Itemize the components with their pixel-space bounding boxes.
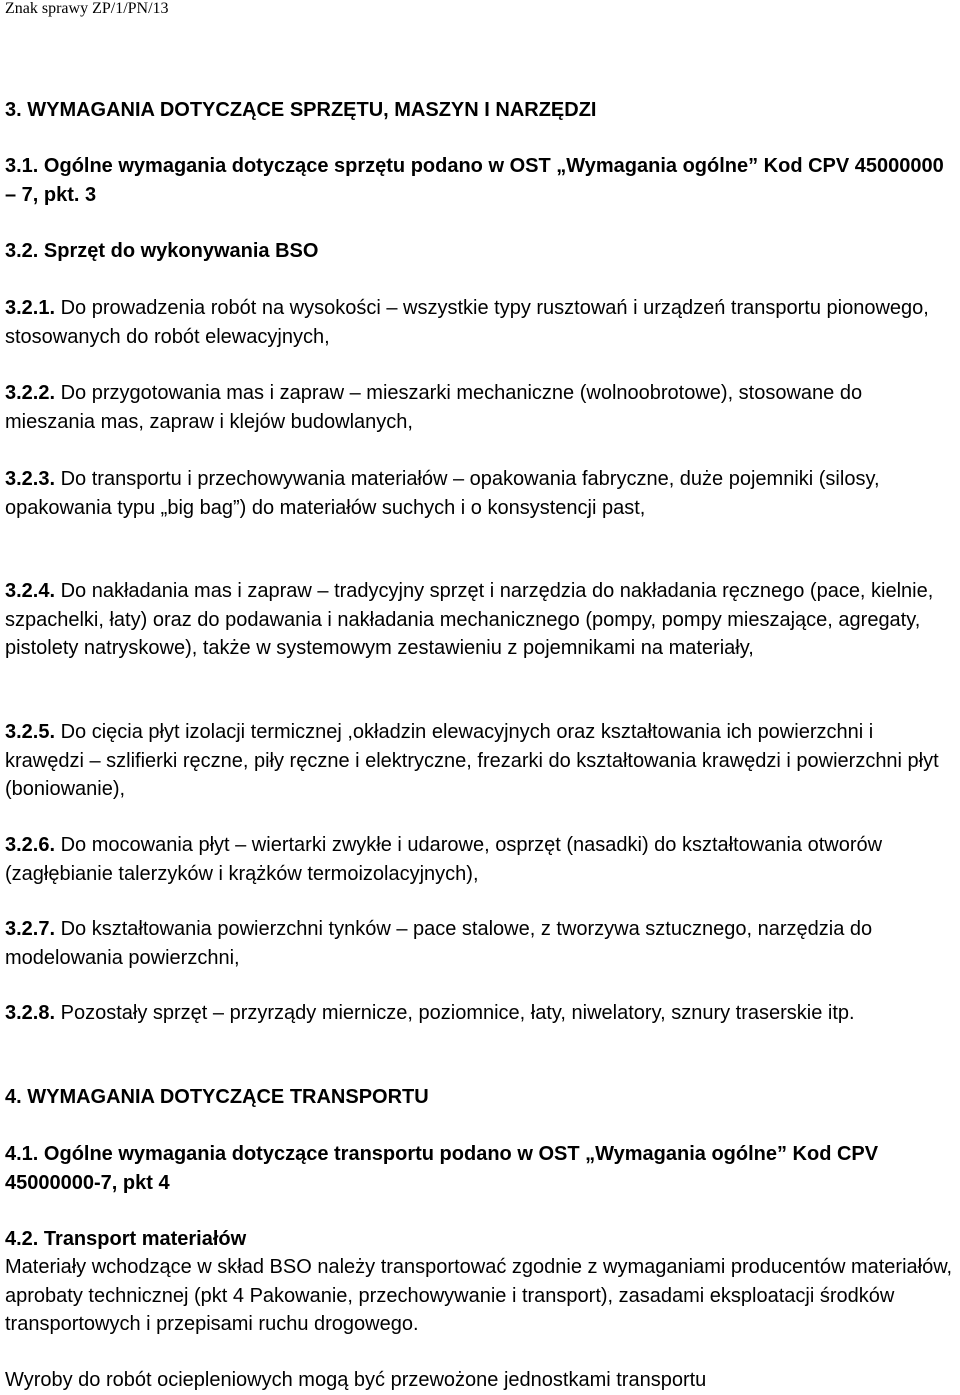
paragraph-text: Do cięcia płyt izolacji termicznej ,okładzin elewacyjnych oraz kształtowania ich powierzchni i krawędzi – szlifierki ręczne, piły ręczne i elektryczne, frezarki do kształtowania krawędzi i powierzchni płyt (boniowanie), bbox=[5, 721, 939, 800]
paragraph-number: 3.2.6. bbox=[5, 834, 56, 856]
paragraph-number: 3.2. bbox=[5, 240, 39, 262]
paragraph-text: Do kształtowania powierzchni tynków – pace stalowe, z tworzywa sztucznego, narzędzia do modelowania powierzchni, bbox=[5, 918, 873, 969]
section-4-heading: 4. WYMAGANIA DOTYCZĄCE TRANSPORTU bbox=[5, 1086, 429, 1108]
paragraph-number: 3.2.7. bbox=[5, 918, 56, 940]
paragraph-4-2-heading: 4.2. Transport materiałów bbox=[5, 1228, 247, 1250]
paragraph-number: 3.2.3. bbox=[5, 468, 56, 490]
paragraph-3-2-4 bbox=[5, 577, 957, 663]
document-reference-header: Znak sprawy ZP/1/PN/13 bbox=[5, 0, 169, 17]
paragraph-text: Do mocowania płyt – wiertarki zwykłe i udarowe, osprzęt (nasadki) do kształtowania otworów (zagłębianie talerzyków i krążków termoizolacyjnych), bbox=[5, 834, 883, 885]
paragraph-3-2-6 bbox=[5, 831, 957, 888]
paragraph-number: 3.1. bbox=[5, 155, 39, 177]
paragraph-text: Ogólne wymagania dotyczące sprzętu podano w OST „Wymagania ogólne” Kod CPV 45000000 – 7, pkt. 3 bbox=[5, 155, 944, 206]
paragraph-number: 3.2.2. bbox=[5, 382, 56, 404]
paragraph-3-2 bbox=[5, 237, 957, 266]
paragraph-number: 3.2.1. bbox=[5, 297, 56, 319]
paragraph-4-2-body: Materiały wchodzące w skład BSO należy transportować zgodnie z wymaganiami producentów materiałów, aprobaty technicznej (pkt 4 Pakowanie, przechowywanie i transport), zasadami eksploatacji środków transportowych i przepisami ruchu drogowego. bbox=[5, 1256, 953, 1335]
paragraph-3-2-2 bbox=[5, 379, 957, 436]
paragraph-number: 3.2.5. bbox=[5, 721, 56, 743]
paragraph-text: Sprzęt do wykonywania BSO bbox=[43, 240, 319, 262]
paragraph-3-2-5 bbox=[5, 718, 957, 804]
paragraph-text: Do przygotowania mas i zapraw – mieszarki mechaniczne (wolnoobrotowe), stosowane do mieszania mas, zapraw i klejów budowlanych, bbox=[5, 382, 863, 433]
paragraph-text: Do prowadzenia robót na wysokości – wszystkie typy rusztowań i urządzeń transportu pionowego, stosowanych do robót elewacyjnych, bbox=[5, 297, 929, 348]
paragraph-3-2-7 bbox=[5, 915, 957, 972]
paragraph-4-2-body-continued: Wyroby do robót ociepleniowych mogą być przewożone jednostkami transportu bbox=[5, 1369, 707, 1391]
paragraph-number: 3.2.4. bbox=[5, 580, 56, 602]
section-3-heading: 3. WYMAGANIA DOTYCZĄCE SPRZĘTU, MASZYN I NARZĘDZI bbox=[5, 99, 597, 121]
paragraph-3-2-1 bbox=[5, 294, 957, 351]
paragraph-number: 3.2.8. bbox=[5, 1002, 56, 1024]
paragraph-3-2-8 bbox=[5, 999, 957, 1028]
paragraph-text: Pozostały sprzęt – przyrządy miernicze, poziomnice, łaty, niwelatory, sznury traserskie itp. bbox=[60, 1002, 855, 1024]
paragraph-4-1: 4.1. Ogólne wymagania dotyczące transportu podano w OST „Wymagania ogólne” Kod CPV 45000000-7, pkt 4 bbox=[5, 1143, 879, 1194]
paragraph-text: Do nakładania mas i zapraw – tradycyjny sprzęt i narzędzia do nakładania ręcznego (pace, kielnie, szpachelki, łaty) oraz do podawania i nakładania mechanicznego (pompy, pompy mieszające, agregaty, pistolety natryskowe), także w systemowym zestawieniu z pojemnikami na materiały, bbox=[5, 580, 934, 659]
paragraph-3-2-3 bbox=[5, 465, 957, 522]
paragraph-3-1 bbox=[5, 152, 957, 209]
paragraph-text: Do transportu i przechowywania materiałów – opakowania fabryczne, duże pojemniki (silosy, opakowania typu „big bag”) do materiałów suchych i o konsystencji past, bbox=[5, 468, 880, 519]
